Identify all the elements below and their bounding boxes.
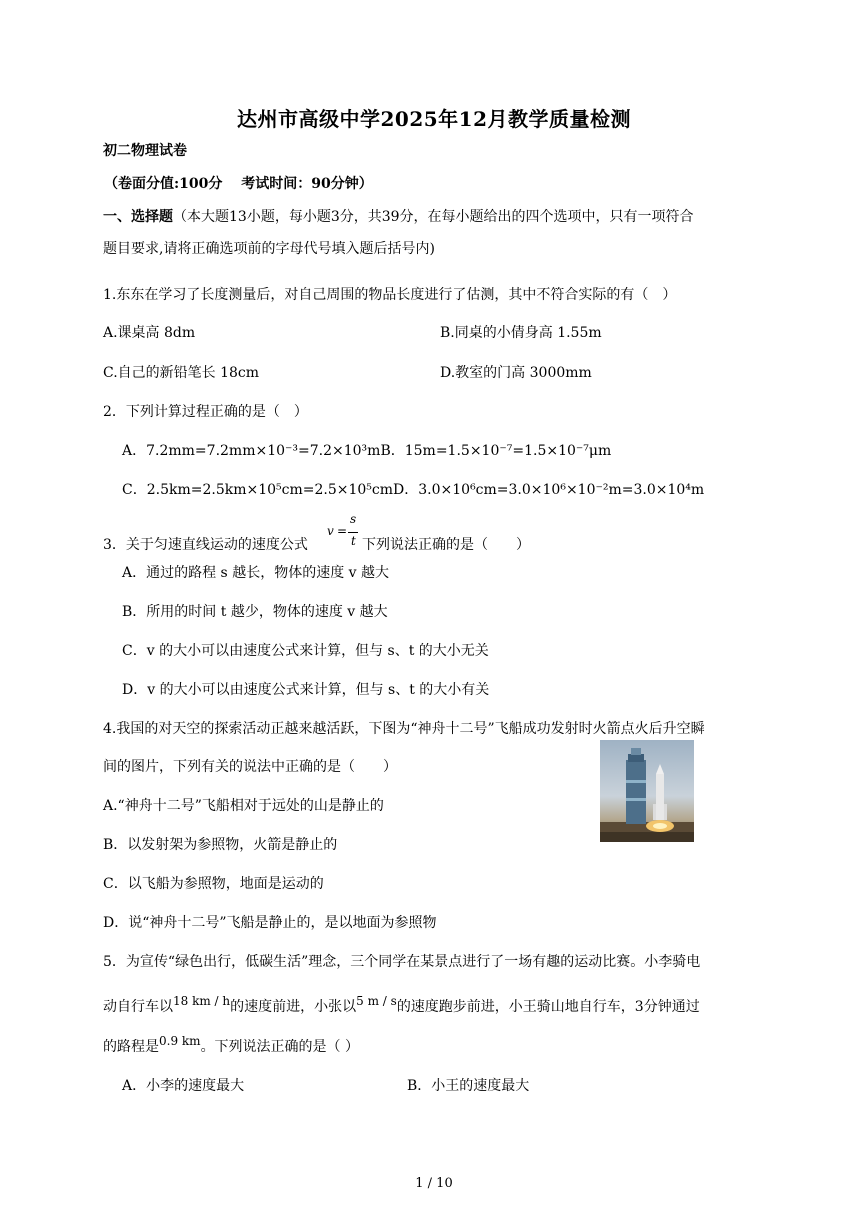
- q4-stem-1: 4.我国的对天空的探索活动正越来越活跃，下图为“神舟十二号”飞船成功发射时火箭点火后升空瞬: [103, 721, 705, 737]
- q5-text: 。下列说法正确的是（ ）: [200, 1039, 360, 1055]
- section-heading: 一、选择题: [103, 209, 173, 225]
- section-desc-1: （本大题13小题，每小题3分，共39分，在每小题给出的四个选项中，只有一项符合: [173, 209, 694, 225]
- q2-options-cd: C．2.5km=2.5km×10⁵cm=2.5×10⁵cmD．3.0×10⁶cm=3.0×10⁶×10⁻²m=3.0×10⁴m: [122, 482, 705, 498]
- q1-option-a: A.课桌高 8dm: [103, 325, 196, 341]
- fraction-bar: [348, 532, 358, 533]
- q3-option-a: A．通过的路程 s 越长，物体的速度 v 越大: [122, 565, 390, 581]
- q1-option-d: D.教室的门高 3000mm: [440, 365, 592, 381]
- q4-option-a: A.“神舟十二号”飞船相对于远处的山是静止的: [103, 798, 384, 814]
- q5-option-a: A．小李的速度最大: [122, 1078, 245, 1094]
- formula-s: s: [350, 512, 357, 526]
- q4-stem-2: 间的图片，下列有关的说法中正确的是（ ）: [103, 759, 397, 775]
- formula-eq: =: [337, 524, 348, 538]
- formula-t: t: [351, 534, 356, 548]
- section-desc-2: 题目要求,请将正确选项前的字母代号填入题后括号内): [103, 241, 435, 257]
- section-heading-line: [103, 206, 694, 226]
- q5-text: 的速度跑步前进，小王骑山地自行车，3分钟通过: [396, 999, 700, 1015]
- distance-value: 0.9 km: [159, 1034, 201, 1048]
- q2-stem: 2．下列计算过程正确的是（ ）: [103, 404, 308, 420]
- q3-option-d: D．v 的大小可以由速度公式来计算，但与 s、t 的大小有关: [122, 682, 490, 698]
- q5-text: 的路程是: [103, 1039, 159, 1055]
- q3-option-b: B．所用的时间 t 越少，物体的速度 v 越大: [122, 604, 388, 620]
- q5-stem-3: [103, 1036, 359, 1056]
- q5-stem-2: [103, 996, 700, 1016]
- q4-option-d: D．说“神舟十二号”飞船是静止的，是以地面为参照物: [103, 915, 437, 931]
- subject-label: 初二物理试卷: [103, 143, 187, 159]
- q3-stem-before: 3．关于匀速直线运动的速度公式: [103, 537, 308, 553]
- q1-stem: 1.东东在学习了长度测量后，对自己周围的物品长度进行了估测，其中不符合实际的有（ ）: [103, 287, 677, 303]
- exam-meta: （卷面分值:100分 考试时间：90分钟）: [104, 176, 373, 192]
- q3-option-c: C．v 的大小可以由速度公式来计算，但与 s、t 的大小无关: [122, 643, 489, 659]
- q3-stem-after: 下列说法正确的是（ ）: [362, 537, 530, 553]
- q2-options-ab: A．7.2mm=7.2mm×10⁻³=7.2×10³mB．15m=1.5×10⁻⁷=1.5×10⁻⁷μm: [122, 443, 612, 459]
- q5-option-b: B．小王的速度最大: [407, 1078, 530, 1094]
- formula-v: v: [327, 524, 334, 538]
- speed-value-2: 5 m / s: [356, 994, 397, 1008]
- q5-stem-1: 5．为宣传“绿色出行，低碳生活”理念，三个同学在某景点进行了一场有趣的运动比赛。小李骑电: [103, 954, 701, 970]
- rocket-launch-image: [600, 740, 694, 842]
- q4-option-c: C．以飞船为参照物，地面是运动的: [103, 876, 324, 892]
- page-number: 1 / 10: [415, 1176, 453, 1191]
- page-title: 达州市高级中学2025年12月教学质量检测: [237, 107, 631, 131]
- q4-option-b: B．以发射架为参照物，火箭是静止的: [103, 837, 338, 853]
- velocity-formula: [327, 512, 361, 554]
- q5-text: 的速度前进，小张以: [230, 999, 357, 1015]
- q1-option-b: B.同桌的小倩身高 1.55m: [440, 325, 602, 341]
- q5-text: 动自行车以: [103, 999, 173, 1015]
- speed-value-1: 18 km / h: [173, 994, 231, 1008]
- q1-option-c: C.自己的新铅笔长 18cm: [103, 365, 260, 381]
- rocket-launch-illustration: [600, 740, 694, 842]
